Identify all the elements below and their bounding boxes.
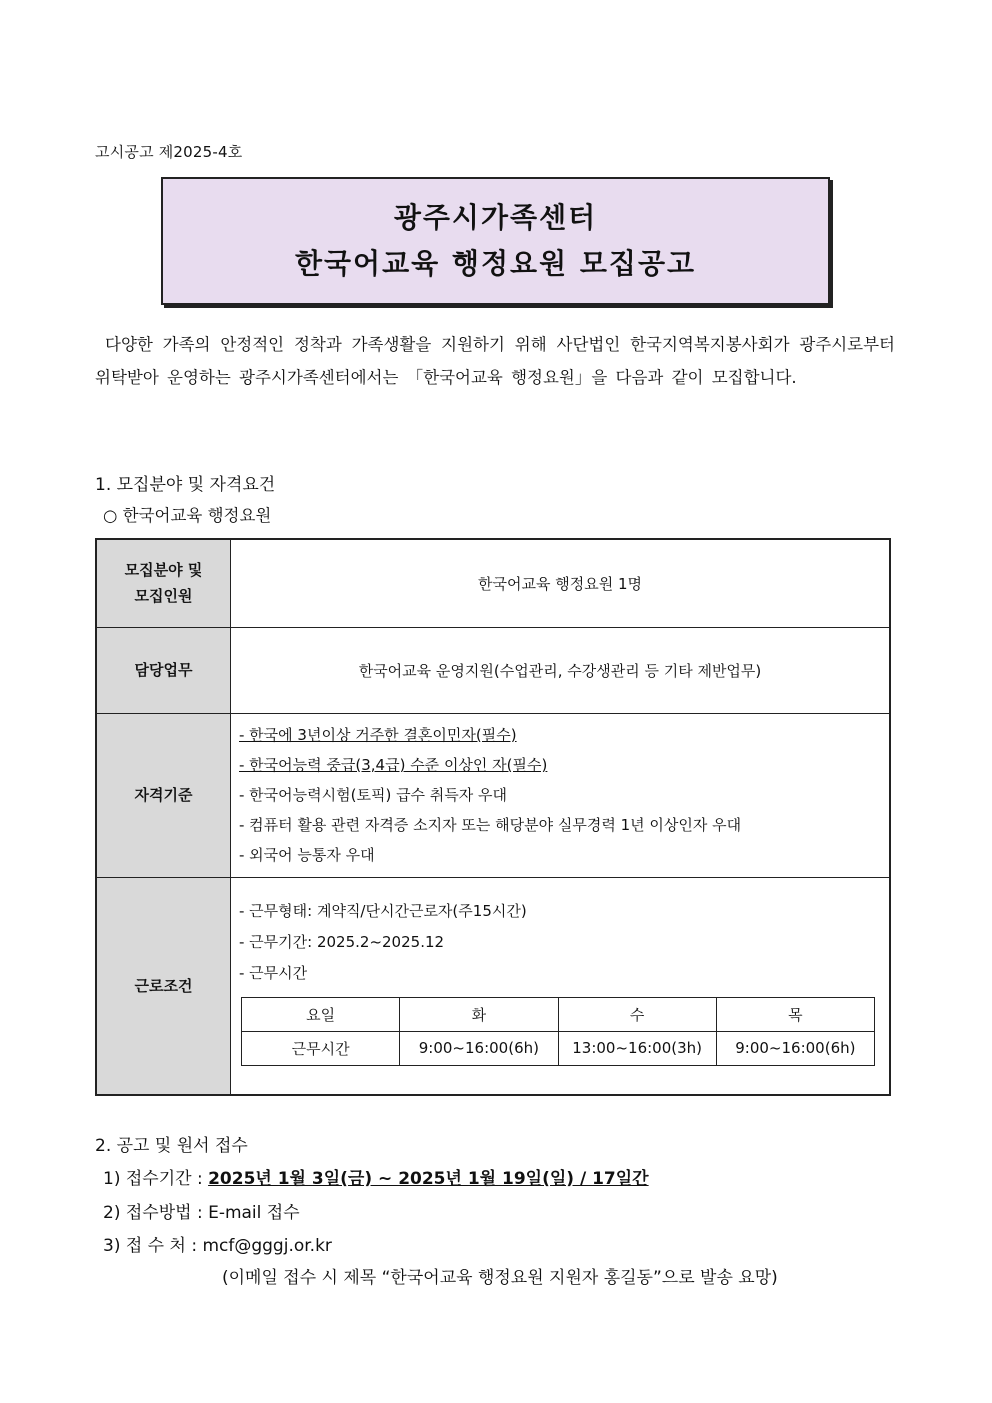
recruit-head: 모집분야 및 모집인원	[96, 539, 231, 627]
hours-header-cell: 목	[716, 997, 874, 1031]
duty-value: 한국어교육 운영지원(수업관리, 수강생관리 등 기타 제반업무)	[231, 627, 891, 713]
notice-number: 고시공고 제2025-4호	[95, 143, 243, 161]
conditions-value	[231, 877, 891, 1095]
section1-subtitle: ○ 한국어교육 행정요원	[103, 506, 272, 525]
qualification-item: - 한국에 3년이상 거주한 결혼이민자(필수)	[239, 726, 517, 744]
hours-header-cell: 화	[400, 997, 558, 1031]
recruit-value: 한국어교육 행정요원 1명	[231, 539, 891, 627]
work-hours-table	[241, 997, 875, 1066]
hours-header-cell: 요일	[242, 997, 400, 1031]
hours-header-cell: 수	[558, 997, 716, 1031]
table-row	[96, 627, 890, 713]
qualification-head: 자격기준	[96, 713, 231, 877]
qualification-item: - 한국어능력 중급(3,4급) 수준 이상인 자(필수)	[239, 756, 548, 774]
application-period-value: 2025년 1월 3일(금) ~ 2025년 1월 19일(일) / 17일간	[208, 1169, 649, 1189]
hours-cell: 9:00~16:00(6h)	[716, 1031, 874, 1065]
section2-title: 2. 공고 및 원서 접수	[95, 1136, 248, 1156]
title-line-1: 광주시가족센터	[393, 201, 598, 234]
section1-title: 1. 모집분야 및 자격요건	[95, 475, 276, 495]
qualification-value	[231, 713, 891, 877]
hours-cell: 13:00~16:00(3h)	[558, 1031, 716, 1065]
application-period: 1) 접수기간 : 2025년 1월 3일(금) ~ 2025년 1월 19일(일) / 17일간	[103, 1169, 649, 1189]
recruitment-table	[95, 538, 891, 1096]
application-method: 2) 접수방법 : E-mail 접수	[103, 1203, 300, 1223]
application-note: (이메일 접수 시 제목 “한국어교육 행정요원 지원자 홍길동”으로 발송 요망)	[222, 1268, 778, 1288]
qualification-item: - 외국어 능통자 우대	[239, 846, 375, 864]
conditions-head: 근로조건	[96, 877, 231, 1095]
table-row	[242, 997, 875, 1031]
qualification-item: - 한국어능력시험(토픽) 급수 취득자 우대	[239, 786, 508, 804]
condition-item: - 근무기간: 2025.2~2025.12	[239, 932, 445, 951]
table-row	[96, 713, 890, 877]
hours-cell: 9:00~16:00(6h)	[400, 1031, 558, 1065]
title-line-2: 한국어교육 행정요원 모집공고	[294, 247, 697, 280]
condition-item: - 근무형태: 계약직/단시간근로자(주15시간)	[239, 901, 527, 920]
intro-paragraph: 다양한 가족의 안정적인 정착과 가족생활을 지원하기 위해 사단법인 한국지역복지봉사회가 광주시로부터 위탁받아 운영하는 광주시가족센터에서는 「한국어교육 행정요원」을 다음과 같이 모집합니다.	[95, 335, 895, 387]
hours-cell: 근무시간	[242, 1031, 400, 1065]
application-contact: 3) 접 수 처 : mcf@gggj.or.kr	[103, 1236, 332, 1256]
table-row	[242, 1031, 875, 1065]
duty-head: 담당업무	[96, 627, 231, 713]
qualification-item: - 컴퓨터 활용 관련 자격증 소지자 또는 해당분야 실무경력 1년 이상인자 우대	[239, 816, 742, 834]
title-box	[161, 177, 830, 305]
condition-item: - 근무시간	[239, 963, 308, 982]
table-row	[96, 877, 890, 1095]
table-row	[96, 539, 890, 627]
